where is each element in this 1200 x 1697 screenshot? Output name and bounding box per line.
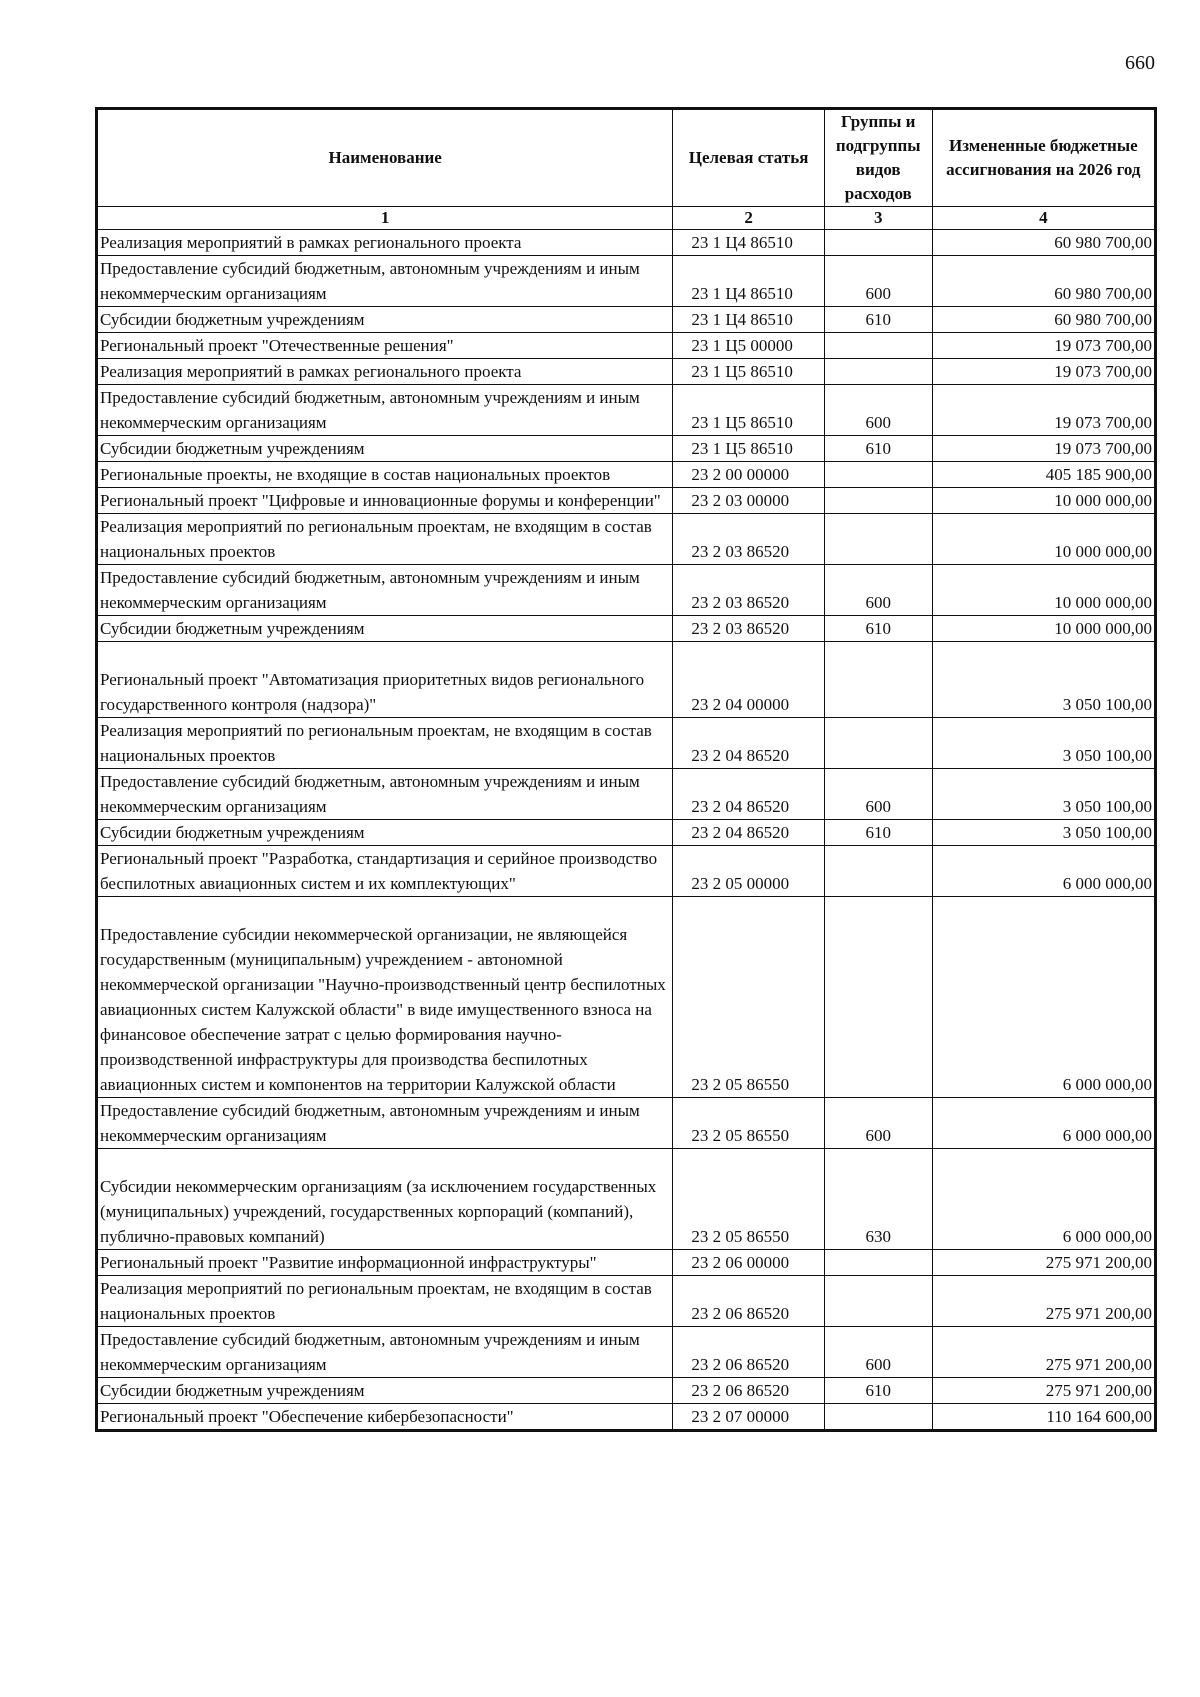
row-target-code: 23 2 06 86520 xyxy=(673,1276,824,1327)
column-number: 1 xyxy=(97,207,673,230)
row-expense-group xyxy=(824,462,932,488)
table-row xyxy=(97,846,1156,897)
row-target-code: 23 1 Ц5 00000 xyxy=(673,333,824,359)
row-expense-group: 610 xyxy=(824,616,932,642)
header-group: Группы и подгруппы видов расходов xyxy=(824,109,932,207)
column-number: 4 xyxy=(932,207,1155,230)
row-name: Реализация мероприятий по региональным проектам, не входящим в состав национальных проектов xyxy=(97,718,673,769)
row-name: Реализация мероприятий по региональным проектам, не входящим в состав национальных проектов xyxy=(97,514,673,565)
row-expense-group xyxy=(824,642,932,718)
row-amount: 110 164 600,00 xyxy=(932,1404,1155,1431)
row-name: Реализация мероприятий в рамках регионального проекта xyxy=(97,230,673,256)
row-expense-group xyxy=(824,1276,932,1327)
row-name: Предоставление субсидий бюджетным, автономным учреждениям и иным некоммерческим организациям xyxy=(97,565,673,616)
row-amount: 405 185 900,00 xyxy=(932,462,1155,488)
row-name: Предоставление субсидий бюджетным, автономным учреждениям и иным некоммерческим организациям xyxy=(97,256,673,307)
table-row xyxy=(97,1149,1156,1250)
row-expense-group: 610 xyxy=(824,436,932,462)
row-expense-group: 600 xyxy=(824,1327,932,1378)
row-target-code: 23 1 Ц4 86510 xyxy=(673,307,824,333)
row-target-code: 23 2 04 86520 xyxy=(673,718,824,769)
table-row xyxy=(97,256,1156,307)
table-row xyxy=(97,436,1156,462)
table-row xyxy=(97,820,1156,846)
row-name: Предоставление субсидий бюджетным, автономным учреждениям и иным некоммерческим организациям xyxy=(97,1098,673,1149)
row-amount: 10 000 000,00 xyxy=(932,565,1155,616)
row-expense-group xyxy=(824,718,932,769)
row-target-code: 23 2 04 86520 xyxy=(673,769,824,820)
row-expense-group: 600 xyxy=(824,256,932,307)
row-amount: 6 000 000,00 xyxy=(932,1149,1155,1250)
table-row xyxy=(97,769,1156,820)
row-target-code: 23 2 05 86550 xyxy=(673,1098,824,1149)
row-target-code: 23 2 00 00000 xyxy=(673,462,824,488)
row-expense-group: 600 xyxy=(824,1098,932,1149)
row-name: Реализация мероприятий по региональным проектам, не входящим в состав национальных проектов xyxy=(97,1276,673,1327)
table-row xyxy=(97,1098,1156,1149)
row-expense-group: 630 xyxy=(824,1149,932,1250)
row-amount: 10 000 000,00 xyxy=(932,616,1155,642)
row-amount: 60 980 700,00 xyxy=(932,230,1155,256)
row-name: Субсидии бюджетным учреждениям xyxy=(97,616,673,642)
row-name: Реализация мероприятий в рамках регионального проекта xyxy=(97,359,673,385)
row-name: Предоставление субсидий бюджетным, автономным учреждениям и иным некоммерческим организациям xyxy=(97,1327,673,1378)
row-amount: 6 000 000,00 xyxy=(932,1098,1155,1149)
row-amount: 3 050 100,00 xyxy=(932,642,1155,718)
row-expense-group xyxy=(824,488,932,514)
row-name: Субсидии некоммерческим организациям (за исключением государственных (муниципальных) учреждений, государственных корпораций (компаний), публично-правовых компаний) xyxy=(97,1149,673,1250)
row-name: Региональный проект "Развитие информационной инфраструктуры" xyxy=(97,1250,673,1276)
row-expense-group: 600 xyxy=(824,565,932,616)
row-amount: 19 073 700,00 xyxy=(932,333,1155,359)
table-row xyxy=(97,462,1156,488)
row-expense-group xyxy=(824,359,932,385)
row-amount: 3 050 100,00 xyxy=(932,769,1155,820)
table-row xyxy=(97,1404,1156,1431)
row-target-code: 23 2 03 00000 xyxy=(673,488,824,514)
table-row xyxy=(97,1378,1156,1404)
row-target-code: 23 2 05 00000 xyxy=(673,846,824,897)
row-amount: 60 980 700,00 xyxy=(932,307,1155,333)
row-amount: 60 980 700,00 xyxy=(932,256,1155,307)
header-amount: Измененные бюджетные ассигнования на 2026 год xyxy=(932,109,1155,207)
row-expense-group xyxy=(824,846,932,897)
row-name: Субсидии бюджетным учреждениям xyxy=(97,820,673,846)
column-number-row xyxy=(97,207,1156,230)
table-row xyxy=(97,718,1156,769)
row-name: Региональный проект "Обеспечение кибербезопасности" xyxy=(97,1404,673,1431)
row-target-code: 23 2 06 00000 xyxy=(673,1250,824,1276)
table-row xyxy=(97,1327,1156,1378)
row-target-code: 23 2 07 00000 xyxy=(673,1404,824,1431)
table-row xyxy=(97,333,1156,359)
row-target-code: 23 2 06 86520 xyxy=(673,1378,824,1404)
row-amount: 6 000 000,00 xyxy=(932,846,1155,897)
column-number: 3 xyxy=(824,207,932,230)
row-target-code: 23 2 03 86520 xyxy=(673,616,824,642)
row-target-code: 23 2 04 00000 xyxy=(673,642,824,718)
row-amount: 6 000 000,00 xyxy=(932,897,1155,1098)
table-row xyxy=(97,359,1156,385)
row-target-code: 23 1 Ц5 86510 xyxy=(673,359,824,385)
table-row xyxy=(97,385,1156,436)
row-target-code: 23 2 03 86520 xyxy=(673,565,824,616)
row-name: Предоставление субсидий бюджетным, автономным учреждениям и иным некоммерческим организациям xyxy=(97,385,673,436)
table-row xyxy=(97,616,1156,642)
table-row xyxy=(97,642,1156,718)
row-expense-group: 610 xyxy=(824,307,932,333)
table-row xyxy=(97,230,1156,256)
row-target-code: 23 2 05 86550 xyxy=(673,897,824,1098)
row-name: Предоставление субсидии некоммерческой организации, не являющейся государственным (муниципальным) учреждением - автономной некоммерческой организации "Научно-производственный центр беспилотных авиационных систем Калужской области" в виде имущественного взноса на финансовое обеспечение затрат с целью формирования научно-производственной инфраструктуры для производства беспилотных авиационных систем и компонентов на территории Калужской области xyxy=(97,897,673,1098)
row-amount: 10 000 000,00 xyxy=(932,514,1155,565)
row-amount: 3 050 100,00 xyxy=(932,820,1155,846)
table-row xyxy=(97,307,1156,333)
row-target-code: 23 1 Ц4 86510 xyxy=(673,230,824,256)
table-row xyxy=(97,565,1156,616)
row-target-code: 23 1 Ц5 86510 xyxy=(673,385,824,436)
header-row xyxy=(97,109,1156,207)
table-row xyxy=(97,1250,1156,1276)
row-amount: 3 050 100,00 xyxy=(932,718,1155,769)
row-expense-group: 600 xyxy=(824,385,932,436)
row-expense-group xyxy=(824,230,932,256)
header-code: Целевая статья xyxy=(673,109,824,207)
row-amount: 275 971 200,00 xyxy=(932,1276,1155,1327)
header-name: Наименование xyxy=(97,109,673,207)
row-target-code: 23 2 06 86520 xyxy=(673,1327,824,1378)
row-target-code: 23 2 05 86550 xyxy=(673,1149,824,1250)
row-target-code: 23 1 Ц5 86510 xyxy=(673,436,824,462)
row-expense-group: 610 xyxy=(824,820,932,846)
row-expense-group xyxy=(824,1250,932,1276)
row-amount: 19 073 700,00 xyxy=(932,436,1155,462)
row-name: Региональный проект "Цифровые и инновационные форумы и конференции" xyxy=(97,488,673,514)
budget-table xyxy=(95,107,1157,1432)
row-name: Субсидии бюджетным учреждениям xyxy=(97,307,673,333)
row-amount: 275 971 200,00 xyxy=(932,1250,1155,1276)
row-target-code: 23 2 03 86520 xyxy=(673,514,824,565)
row-name: Субсидии бюджетным учреждениям xyxy=(97,1378,673,1404)
table-row xyxy=(97,488,1156,514)
row-expense-group xyxy=(824,1404,932,1431)
row-name: Региональные проекты, не входящие в состав национальных проектов xyxy=(97,462,673,488)
row-name: Субсидии бюджетным учреждениям xyxy=(97,436,673,462)
row-expense-group xyxy=(824,897,932,1098)
row-name: Предоставление субсидий бюджетным, автономным учреждениям и иным некоммерческим организациям xyxy=(97,769,673,820)
row-name: Региональный проект "Отечественные решения" xyxy=(97,333,673,359)
row-amount: 19 073 700,00 xyxy=(932,359,1155,385)
page-number: 660 xyxy=(1125,52,1155,74)
row-amount: 275 971 200,00 xyxy=(932,1327,1155,1378)
row-amount: 10 000 000,00 xyxy=(932,488,1155,514)
row-expense-group xyxy=(824,333,932,359)
row-target-code: 23 1 Ц4 86510 xyxy=(673,256,824,307)
row-expense-group: 600 xyxy=(824,769,932,820)
table-row xyxy=(97,1276,1156,1327)
column-number: 2 xyxy=(673,207,824,230)
row-name: Региональный проект "Автоматизация приоритетных видов регионального государственного контроля (надзора)" xyxy=(97,642,673,718)
row-amount: 19 073 700,00 xyxy=(932,385,1155,436)
row-expense-group xyxy=(824,514,932,565)
row-expense-group: 610 xyxy=(824,1378,932,1404)
table-row xyxy=(97,514,1156,565)
row-target-code: 23 2 04 86520 xyxy=(673,820,824,846)
table-row xyxy=(97,897,1156,1098)
row-amount: 275 971 200,00 xyxy=(932,1378,1155,1404)
row-name: Региональный проект "Разработка, стандартизация и серийное производство беспилотных авиационных систем и их комплектующих" xyxy=(97,846,673,897)
